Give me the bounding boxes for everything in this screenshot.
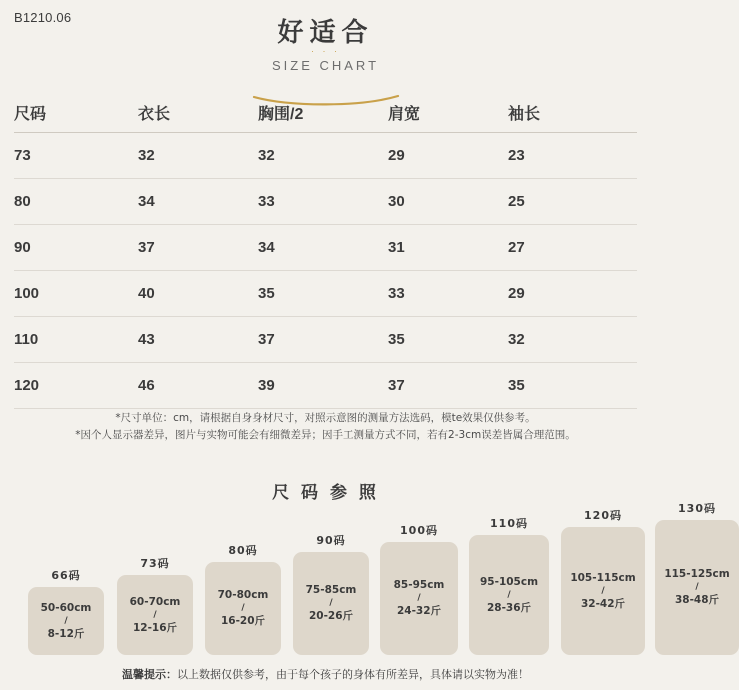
reference-weight: 8-12斤 xyxy=(47,627,85,640)
cell-bust: 33 xyxy=(258,179,388,225)
table-row xyxy=(14,317,637,363)
column-header-shoulder: 肩宽 xyxy=(388,92,508,133)
cell-bust: 34 xyxy=(258,225,388,271)
column-header-length: 衣长 xyxy=(138,92,258,133)
measurement-notes xyxy=(0,410,651,444)
reference-label: 66码 xyxy=(51,569,81,582)
reference-height: 70-80cm xyxy=(217,589,269,601)
title-chinese: 好适合 xyxy=(277,18,374,48)
reference-label: 100码 xyxy=(400,524,438,537)
note-line-2: *因个人显示器差异，图片与实物可能会有细微差异；因手工测量方式不同，若有2-3cm误差皆属合理范围。 xyxy=(75,429,576,441)
cell-sleeve: 35 xyxy=(508,363,637,409)
reference-label: 110码 xyxy=(490,517,528,530)
reference-weight: 32-42斤 xyxy=(580,597,626,610)
cell-length: 37 xyxy=(138,225,258,271)
reference-separator: / xyxy=(241,603,245,613)
column-header-bust: 胸围/2 xyxy=(258,92,388,133)
cell-size: 110 xyxy=(14,317,138,363)
size-chart-table xyxy=(14,92,637,409)
reference-item-100 xyxy=(380,522,458,655)
title-block xyxy=(0,18,651,75)
table-row xyxy=(14,225,637,271)
reference-weight: 38-48斤 xyxy=(674,594,720,606)
cell-bust: 35 xyxy=(258,271,388,317)
table-header-row xyxy=(14,92,637,133)
cell-size: 73 xyxy=(14,133,138,179)
cell-length: 40 xyxy=(138,271,258,317)
size-reference-row xyxy=(14,502,730,655)
footer-label: 温馨提示： xyxy=(122,668,177,681)
reference-separator: / xyxy=(417,593,421,603)
reference-weight: 20-26斤 xyxy=(308,610,354,622)
reference-box xyxy=(561,527,645,655)
reference-item-120 xyxy=(561,507,645,655)
reference-box xyxy=(655,520,739,655)
table-row xyxy=(14,271,637,317)
reference-weight: 24-32斤 xyxy=(396,605,442,617)
cell-sleeve: 23 xyxy=(508,133,637,179)
reference-item-80 xyxy=(205,542,281,655)
reference-label: 80码 xyxy=(228,544,258,557)
reference-height: 95-105cm xyxy=(479,575,539,588)
cell-sleeve: 29 xyxy=(508,271,637,317)
table-row xyxy=(14,363,637,409)
reference-item-110 xyxy=(469,515,549,655)
reference-item-66 xyxy=(28,567,104,655)
cell-shoulder: 31 xyxy=(388,225,508,271)
reference-height: 105-115cm xyxy=(570,571,636,584)
cell-length: 43 xyxy=(138,317,258,363)
reference-box xyxy=(469,535,549,655)
reference-separator: / xyxy=(64,615,68,626)
cell-sleeve: 32 xyxy=(508,317,637,363)
reference-item-90 xyxy=(293,532,369,655)
title-english: SIZE CHART xyxy=(271,58,380,73)
reference-section-title: 尺 码 参 照 xyxy=(272,483,379,503)
column-header-size: 尺码 xyxy=(14,92,138,133)
reference-height: 75-85cm xyxy=(305,584,357,596)
footer-note xyxy=(0,666,651,682)
cell-sleeve: 27 xyxy=(508,225,637,271)
reference-item-130 xyxy=(655,500,739,655)
reference-weight: 16-20斤 xyxy=(220,615,266,627)
reference-box xyxy=(380,542,458,655)
reference-box xyxy=(293,552,369,655)
cell-bust: 32 xyxy=(258,133,388,179)
table-row xyxy=(14,179,637,225)
cell-size: 90 xyxy=(14,225,138,271)
reference-box xyxy=(28,587,104,655)
reference-weight: 28-36斤 xyxy=(486,601,532,614)
cell-bust: 37 xyxy=(258,317,388,363)
column-header-sleeve: 袖长 xyxy=(508,92,637,133)
reference-box xyxy=(205,562,281,655)
note-line-1: *尺寸单位：cm，请根据自身身材尺寸，对照示意图的测量方法选码，模te效果仅供参考。 xyxy=(115,412,536,424)
cell-shoulder: 30 xyxy=(388,179,508,225)
cell-size: 120 xyxy=(14,363,138,409)
reference-height: 85-95cm xyxy=(393,579,445,591)
reference-weight: 12-16斤 xyxy=(132,621,178,634)
reference-label: 90码 xyxy=(316,534,346,547)
reference-separator: / xyxy=(695,582,699,592)
cell-shoulder: 37 xyxy=(388,363,508,409)
reference-separator: / xyxy=(153,609,157,620)
reference-separator: / xyxy=(329,598,333,608)
reference-item-73 xyxy=(117,555,193,655)
reference-label: 130码 xyxy=(678,502,716,515)
cell-length: 32 xyxy=(138,133,258,179)
product-code: B1210.06 xyxy=(14,10,72,25)
table-row xyxy=(14,133,637,179)
cell-size: 100 xyxy=(14,271,138,317)
cell-size: 80 xyxy=(14,179,138,225)
reference-height: 115-125cm xyxy=(664,568,730,580)
footer-text: 以上数据仅供参考，由于每个孩子的身体有所差异，具体请以实物为准！ xyxy=(177,668,529,681)
cell-bust: 39 xyxy=(258,363,388,409)
reference-separator: / xyxy=(601,585,605,596)
cell-sleeve: 25 xyxy=(508,179,637,225)
cell-length: 34 xyxy=(138,179,258,225)
title-dots: · · · xyxy=(311,46,340,56)
cell-shoulder: 29 xyxy=(388,133,508,179)
cell-length: 46 xyxy=(138,363,258,409)
cell-shoulder: 33 xyxy=(388,271,508,317)
reference-height: 60-70cm xyxy=(129,595,181,608)
cell-shoulder: 35 xyxy=(388,317,508,363)
reference-height: 50-60cm xyxy=(40,601,92,614)
reference-separator: / xyxy=(507,589,511,600)
reference-box xyxy=(117,575,193,655)
reference-label: 120码 xyxy=(584,509,622,522)
reference-label: 73码 xyxy=(140,557,170,570)
